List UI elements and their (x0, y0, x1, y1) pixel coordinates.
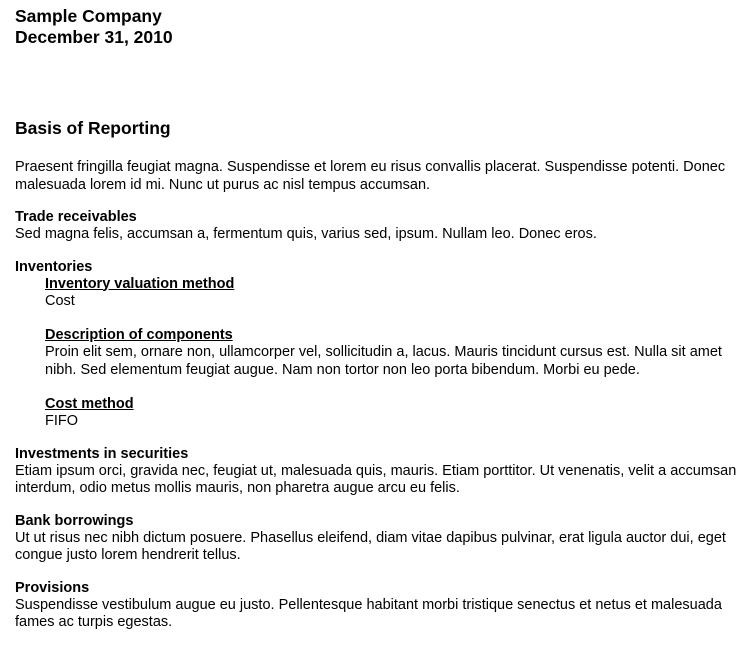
subsection-valuation-method (45, 276, 740, 311)
section-trade-receivables (15, 209, 740, 244)
intro-paragraph: Praesent fringilla feugiat magna. Suspendisse et lorem eu risus convallis placerat. Suspendisse potenti. Donec malesuada lorem id mi. Nunc ut purus ac nisl tempus accumsan. (15, 159, 726, 193)
subsection-body: Proin elit sem, ornare non, ullamcorper vel, sollicitudin a, lacus. Mauris tincidunt cursus est. Nulla sit amet nibh. Sed elementum feugiat augue. Nam non tortor non leo porta bibendum. Morbi eu pede. (45, 344, 722, 378)
document-page (15, 6, 740, 632)
section-provisions (15, 580, 740, 632)
report-title: Basis of Reporting (15, 118, 171, 138)
subsection-body: FIFO (45, 413, 79, 429)
report-date: December 31, 2010 (15, 27, 173, 47)
section-inventories (15, 259, 740, 431)
subsection-cost-method (45, 396, 740, 431)
section-heading: Bank borrowings (15, 512, 134, 529)
section-heading: Investments in securities (15, 445, 189, 462)
section-heading: Inventories (15, 258, 93, 275)
section-investments-in-securities (15, 446, 740, 498)
inventories-subsections (45, 276, 740, 431)
subsection-body: Cost (45, 292, 75, 309)
subsection-heading: Inventory valuation method (45, 275, 235, 292)
company-name: Sample Company (15, 6, 162, 26)
section-body: Suspendisse vestibulum augue eu justo. Pellentesque habitant morbi tristique senectus et netus et malesuada fames ac turpis egestas. (15, 596, 722, 630)
section-body: Etiam ipsum orci, gravida nec, feugiat ut, malesuada quis, mauris. Etiam porttitor. Ut venenatis, velit a accumsan interdum, odio metus mollis mauris, non pharetra augue arcu eu felis. (15, 462, 737, 496)
subsection-heading: Description of components (45, 327, 233, 343)
section-body: Sed magna felis, accumsan a, fermentum quis, varius sed, ipsum. Nullam leo. Donec eros. (15, 226, 597, 242)
section-heading: Provisions (15, 579, 90, 596)
section-body: Ut ut risus nec nibh dictum posuere. Phasellus eleifend, diam vitae dapibus pulvinar, erat ligula auctor dui, eget congue justo lorem hendrerit tellus. (15, 529, 726, 563)
subsection-description-of-components (45, 327, 740, 379)
subsection-heading: Cost method (45, 396, 134, 412)
section-bank-borrowings (15, 513, 740, 565)
section-heading: Trade receivables (15, 209, 137, 225)
